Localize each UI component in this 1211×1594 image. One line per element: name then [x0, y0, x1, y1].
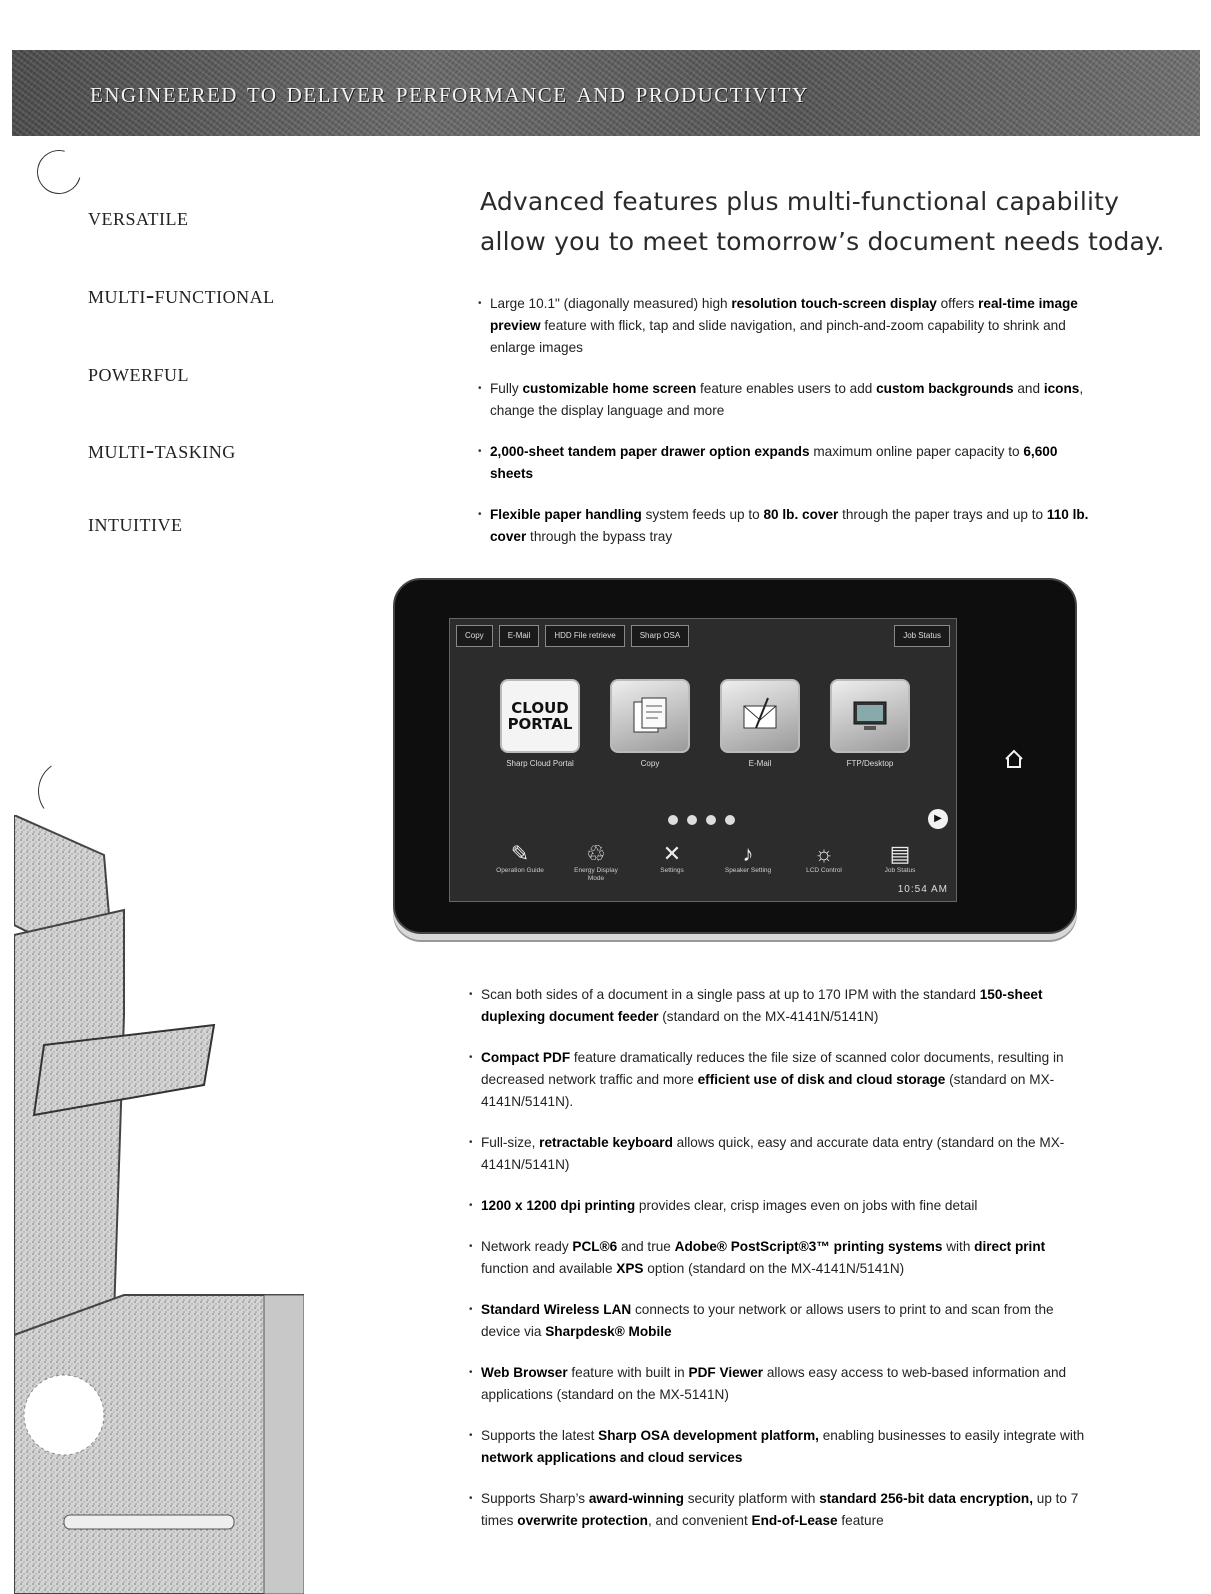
feature-bullet: [469, 1488, 1089, 1532]
feature-bullet: [469, 1132, 1089, 1176]
shortcut-label: Operation Guide: [496, 867, 544, 874]
feature-bullet: [469, 1236, 1089, 1280]
tab-sharp-osa[interactable]: Sharp OSA: [631, 625, 689, 647]
bold-text: award-winning: [588, 1491, 684, 1506]
shortcut-energy-mode[interactable]: [566, 841, 626, 883]
feature-bullet: [469, 1299, 1089, 1343]
feature-list-bottom: [469, 984, 1089, 1551]
bold-text: Sharpdesk® Mobile: [545, 1324, 672, 1339]
text: (standard on the MX-4141N/5141N): [658, 1009, 879, 1024]
feature-bullet: [478, 378, 1093, 422]
feature-bullet: [469, 1047, 1089, 1113]
brightness-icon: ☼: [813, 841, 835, 866]
bold-text: efficient use of disk and cloud storage: [697, 1072, 946, 1087]
feature-word-intuitive: intuitive: [88, 510, 183, 537]
tab-bar: [456, 625, 950, 647]
portal-text: PORTAL: [507, 715, 573, 733]
text: connects to your network or allows users to print to and scan from the device via: [481, 1302, 1054, 1339]
tab-hdd-file[interactable]: HDD File retrieve: [545, 625, 624, 647]
bold-text: direct print: [974, 1239, 1046, 1254]
text: offers: [936, 296, 979, 311]
feature-word-powerful: powerful: [88, 360, 190, 387]
text: Supports Sharp’s: [481, 1491, 589, 1506]
bold-text: Compact PDF: [481, 1050, 571, 1065]
desktop-icon: [830, 679, 910, 753]
feature-bullet: [478, 293, 1093, 359]
bold-text: 6,600 sheets: [490, 444, 1058, 481]
bold-text: 2,000-sheet tandem paper drawer option expands: [490, 444, 810, 459]
tools-icon: ✕: [662, 841, 682, 866]
feature-word-multi-tasking: multi-tasking: [88, 437, 236, 464]
text: maximum online paper capacity to: [809, 444, 1024, 459]
text: feature enables users to add: [696, 381, 877, 396]
text: , change the display language and more: [490, 381, 1084, 418]
printer-image: [14, 815, 304, 1594]
bold-text: custom backgrounds: [876, 381, 1014, 396]
tab-copy[interactable]: Copy: [456, 625, 493, 647]
tab-email[interactable]: E-Mail: [499, 625, 540, 647]
decorative-circle: [29, 142, 89, 202]
app-cloud-portal[interactable]: [500, 679, 580, 809]
text: Network ready: [481, 1239, 573, 1254]
shortcut-label: Job Status: [884, 867, 916, 874]
text: enabling businesses to easily integrate with: [818, 1428, 1085, 1443]
feature-bullet: [478, 441, 1093, 485]
feature-bullet: [469, 984, 1089, 1028]
text: function and available: [481, 1261, 617, 1276]
bold-text: Standard Wireless LAN: [481, 1302, 632, 1317]
bold-text: 110 lb. cover: [490, 507, 1089, 544]
bold-text: customizable home screen: [522, 381, 697, 396]
bold-text: 80 lb. cover: [763, 507, 839, 522]
feature-word-versatile: versatile: [88, 204, 189, 231]
text: feature with flick, tap and slide navigation, and pinch-and-zoom capability to shrink and enlarge images: [490, 318, 1066, 355]
text: up to 7 times: [481, 1491, 1079, 1528]
page-dot[interactable]: [725, 815, 735, 825]
bold-text: retractable keyboard: [539, 1135, 673, 1150]
clock: 10:54 AM: [897, 884, 948, 895]
bold-text: Flexible paper handling: [490, 507, 642, 522]
text: Full-size,: [481, 1135, 540, 1150]
bold-text: End-of-Lease: [751, 1513, 838, 1528]
banner-title: engineered to deliver performance and productivity: [90, 76, 809, 109]
headline: Advanced features plus multi-functional capability allow you to meet tomorrow’s document needs today.: [480, 187, 1165, 256]
text: , and convenient: [647, 1513, 752, 1528]
shortcut-settings[interactable]: [642, 841, 702, 883]
text: allows easy access to web-based information and applications (standard on the MX-5141N): [481, 1365, 1067, 1402]
home-screen: [449, 618, 957, 902]
feature-bullet: [469, 1195, 1089, 1217]
shortcut-label: LCD Control: [806, 867, 842, 874]
shortcut-speaker[interactable]: [718, 841, 778, 883]
bold-text: 1200 x 1200 dpi printing: [481, 1198, 636, 1213]
text: Fully: [490, 381, 523, 396]
text: option (standard on the MX-4141N/5141N): [643, 1261, 905, 1276]
bold-text: resolution touch-screen display: [731, 296, 937, 311]
text: and true: [617, 1239, 675, 1254]
text: Large 10.1" (diagonally measured) high: [490, 296, 732, 311]
cloud-portal-tile: [500, 679, 580, 753]
app-email[interactable]: [720, 679, 800, 809]
text: security platform with: [683, 1491, 820, 1506]
text: Scan both sides of a document in a single pass at up to 170 IPM with the standard: [481, 987, 980, 1002]
bold-text: Adobe® PostScript®3™ printing systems: [674, 1239, 943, 1254]
shortcut-label: Settings: [660, 867, 684, 874]
shortcut-operation-guide[interactable]: [490, 841, 550, 883]
shortcut-job-status[interactable]: [870, 841, 930, 883]
text: through the bypass tray: [526, 529, 673, 544]
shortcut-label: Energy Display Mode: [574, 867, 618, 882]
text: Supports the latest: [481, 1428, 599, 1443]
bold-text: PDF Viewer: [688, 1365, 764, 1380]
shortcut-label: Speaker Setting: [724, 867, 772, 874]
energy-icon: ♲: [586, 841, 606, 866]
text: allows quick, easy and accurate data entry (standard on the MX-4141N/5141N): [481, 1135, 1065, 1172]
bold-text: Sharp OSA development platform,: [598, 1428, 819, 1443]
touch-screen-tablet: [393, 578, 1077, 934]
page-indicator: [668, 815, 735, 825]
feature-word-multi-functional: multi-functional: [88, 282, 275, 309]
app-grid: [500, 679, 920, 809]
text: through the paper trays and up to: [838, 507, 1047, 522]
feature-list-top: [478, 293, 1093, 567]
text: feature dramatically reduces the file size of scanned color documents, resulting in decreased network traffic and more: [481, 1050, 1064, 1087]
header-banner: [12, 50, 1200, 136]
bold-text: XPS: [616, 1261, 644, 1276]
feature-bullet: [478, 504, 1093, 548]
bold-text: overwrite protection: [517, 1513, 648, 1528]
app-label: FTP/Desktop: [846, 759, 894, 768]
shortcut-lcd-control[interactable]: [794, 841, 854, 883]
text: with: [942, 1239, 975, 1254]
bold-text: real-time image preview: [490, 296, 1078, 333]
text: feature: [837, 1513, 884, 1528]
book-question-icon: ✎: [510, 841, 530, 866]
bold-text: Web Browser: [481, 1365, 568, 1380]
bold-text: standard 256-bit data encryption,: [819, 1491, 1033, 1506]
app-ftp-desktop[interactable]: [830, 679, 910, 809]
app-label: Sharp Cloud Portal: [506, 759, 574, 768]
bold-text: network applications and cloud services: [481, 1450, 743, 1465]
email-icon: [720, 679, 800, 753]
shortcut-bar: [490, 841, 930, 883]
next-page-icon[interactable]: ▶: [928, 809, 948, 829]
bold-text: 150-sheet duplexing document feeder: [481, 987, 1043, 1024]
app-copy[interactable]: [610, 679, 690, 809]
page-dot[interactable]: [687, 815, 697, 825]
app-label: Copy: [640, 759, 660, 768]
text: and: [1013, 381, 1044, 396]
bold-text: PCL®6: [572, 1239, 618, 1254]
copy-icon: [610, 679, 690, 753]
page-dot[interactable]: [668, 815, 678, 825]
text: feature with built in: [567, 1365, 689, 1380]
job-status-icon: ▤: [889, 841, 911, 866]
bold-text: icons: [1043, 381, 1080, 396]
text: provides clear, crisp images even on jobs with fine detail: [635, 1198, 978, 1213]
feature-bullet: [469, 1362, 1089, 1406]
feature-bullet: [469, 1425, 1089, 1469]
cloud-text: CLOUD: [511, 699, 569, 717]
text: (standard on MX-4141N/5141N).: [481, 1072, 1055, 1109]
app-label: E-Mail: [748, 759, 772, 768]
home-icon[interactable]: [1003, 748, 1025, 770]
speaker-icon: ♪: [742, 841, 754, 866]
page-dot[interactable]: [706, 815, 716, 825]
text: system feeds up to: [641, 507, 764, 522]
job-status-button[interactable]: Job Status: [894, 625, 950, 647]
